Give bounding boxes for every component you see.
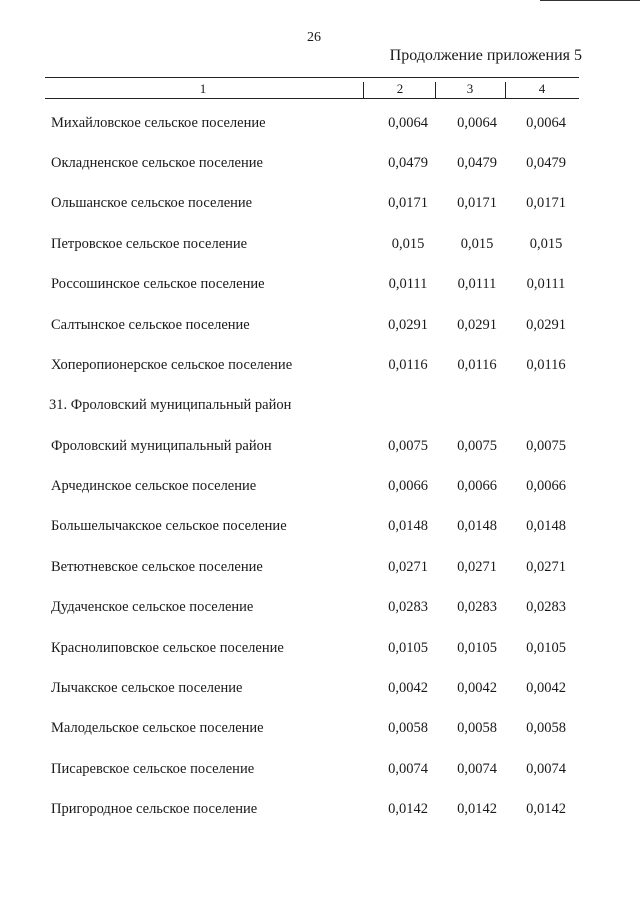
table-row bbox=[0, 155, 640, 177]
row-name: Ветютневское сельское поселение bbox=[51, 559, 263, 575]
table-row bbox=[0, 761, 640, 783]
row-value-col-3: 0,0074 bbox=[457, 761, 497, 777]
row-value-col-4: 0,0142 bbox=[526, 801, 566, 817]
header-col-1: 1 bbox=[199, 81, 207, 96]
row-name: Пригородное сельское поселение bbox=[51, 801, 258, 817]
row-name: Россошинское сельское поселение bbox=[51, 276, 265, 292]
row-value-col-4: 0,0074 bbox=[526, 761, 566, 777]
row-value-col-4: 0,0111 bbox=[526, 276, 566, 292]
row-value-col-3: 0,0148 bbox=[457, 518, 497, 534]
table-row bbox=[0, 478, 640, 500]
row-value-col-2: 0,0271 bbox=[388, 559, 428, 575]
row-name: Хоперопионерское сельское поселение bbox=[51, 357, 293, 373]
row-value-col-4: 0,0064 bbox=[526, 115, 566, 131]
row-name: Дудаченское сельское поселение bbox=[51, 599, 254, 615]
row-name: Михайловское сельское поселение bbox=[51, 115, 266, 131]
row-value-col-2: 0,0074 bbox=[388, 761, 428, 777]
row-value-col-3: 0,0066 bbox=[457, 478, 497, 494]
header-col-3: 3 bbox=[466, 81, 474, 96]
row-value-col-3: 0,0479 bbox=[457, 155, 497, 171]
row-name: Большелычакское сельское поселение bbox=[51, 518, 287, 534]
row-value-col-2: 0,0283 bbox=[388, 599, 428, 615]
table-row bbox=[0, 801, 640, 823]
row-value-col-2: 0,0116 bbox=[388, 357, 428, 373]
row-value-col-3: 0,0064 bbox=[457, 115, 497, 131]
table-header bbox=[45, 77, 579, 99]
row-value-col-3: 0,0042 bbox=[457, 680, 497, 696]
row-value-col-2: 0,0064 bbox=[388, 115, 428, 131]
row-value-col-3: 0,0075 bbox=[457, 438, 497, 454]
section-heading: 31. Фроловский муниципальный район bbox=[49, 397, 292, 413]
row-name: Фроловский муниципальный район bbox=[51, 438, 272, 454]
row-value-col-2: 0,0058 bbox=[388, 720, 428, 736]
row-value-col-4: 0,0116 bbox=[526, 357, 566, 373]
row-name: Арчединское сельское поселение bbox=[51, 478, 257, 494]
row-value-col-3: 0,0105 bbox=[457, 640, 497, 656]
row-value-col-2: 0,0075 bbox=[388, 438, 428, 454]
table-row bbox=[0, 559, 640, 581]
table-row bbox=[0, 195, 640, 217]
row-value-col-2: 0,0148 bbox=[388, 518, 428, 534]
row-value-col-4: 0,0066 bbox=[526, 478, 566, 494]
row-value-col-4: 0,0171 bbox=[526, 195, 566, 211]
row-name: Писаревское сельское поселение bbox=[51, 761, 255, 777]
row-value-col-4: 0,0283 bbox=[526, 599, 566, 615]
row-value-col-2: 0,0066 bbox=[388, 478, 428, 494]
table-row bbox=[0, 680, 640, 702]
row-value-col-4: 0,0148 bbox=[526, 518, 566, 534]
section-heading-row bbox=[0, 397, 640, 419]
page-number: 26 bbox=[307, 30, 321, 45]
row-value-col-4: 0,0105 bbox=[526, 640, 566, 656]
row-value-col-2: 0,0291 bbox=[388, 317, 428, 333]
top-edge-rule bbox=[540, 0, 640, 1]
row-name: Лычакское сельское поселение bbox=[51, 680, 243, 696]
row-value-col-2: 0,0105 bbox=[388, 640, 428, 656]
table-row bbox=[0, 720, 640, 742]
row-value-col-3: 0,0058 bbox=[457, 720, 497, 736]
table-row bbox=[0, 438, 640, 460]
row-value-col-2: 0,0142 bbox=[388, 801, 428, 817]
table-row bbox=[0, 317, 640, 339]
row-value-col-4: 0,0271 bbox=[526, 559, 566, 575]
row-value-col-4: 0,0291 bbox=[526, 317, 566, 333]
row-value-col-4: 0,0042 bbox=[526, 680, 566, 696]
table-row bbox=[0, 640, 640, 662]
row-value-col-3: 0,015 bbox=[460, 236, 494, 252]
table-row bbox=[0, 276, 640, 298]
row-value-col-2: 0,0042 bbox=[388, 680, 428, 696]
table-row bbox=[0, 599, 640, 621]
table-row bbox=[0, 115, 640, 137]
row-value-col-3: 0,0116 bbox=[457, 357, 497, 373]
table-row bbox=[0, 357, 640, 379]
row-value-col-3: 0,0171 bbox=[457, 195, 497, 211]
row-value-col-4: 0,015 bbox=[529, 236, 563, 252]
row-value-col-3: 0,0291 bbox=[457, 317, 497, 333]
row-name: Краснолиповское сельское поселение bbox=[51, 640, 284, 656]
row-value-col-3: 0,0111 bbox=[457, 276, 497, 292]
continuation-label: Продолжение приложения 5 bbox=[389, 47, 582, 64]
row-name: Ольшанское сельское поселение bbox=[51, 195, 253, 211]
row-name: Петровское сельское поселение bbox=[51, 236, 248, 252]
row-value-col-3: 0,0142 bbox=[457, 801, 497, 817]
header-col-4: 4 bbox=[538, 81, 546, 96]
row-value-col-2: 0,0479 bbox=[388, 155, 428, 171]
row-value-col-4: 0,0075 bbox=[526, 438, 566, 454]
row-value-col-3: 0,0283 bbox=[457, 599, 497, 615]
row-name: Окладненское сельское поселение bbox=[51, 155, 263, 171]
row-value-col-4: 0,0479 bbox=[526, 155, 566, 171]
row-value-col-2: 0,0111 bbox=[388, 276, 428, 292]
row-value-col-3: 0,0271 bbox=[457, 559, 497, 575]
table-row bbox=[0, 518, 640, 540]
row-name: Малодельское сельское поселение bbox=[51, 720, 264, 736]
table-row bbox=[0, 236, 640, 258]
header-col-2: 2 bbox=[396, 81, 404, 96]
row-value-col-2: 0,015 bbox=[391, 236, 425, 252]
row-value-col-4: 0,0058 bbox=[526, 720, 566, 736]
row-name: Салтынское сельское поселение bbox=[51, 317, 250, 333]
row-value-col-2: 0,0171 bbox=[388, 195, 428, 211]
